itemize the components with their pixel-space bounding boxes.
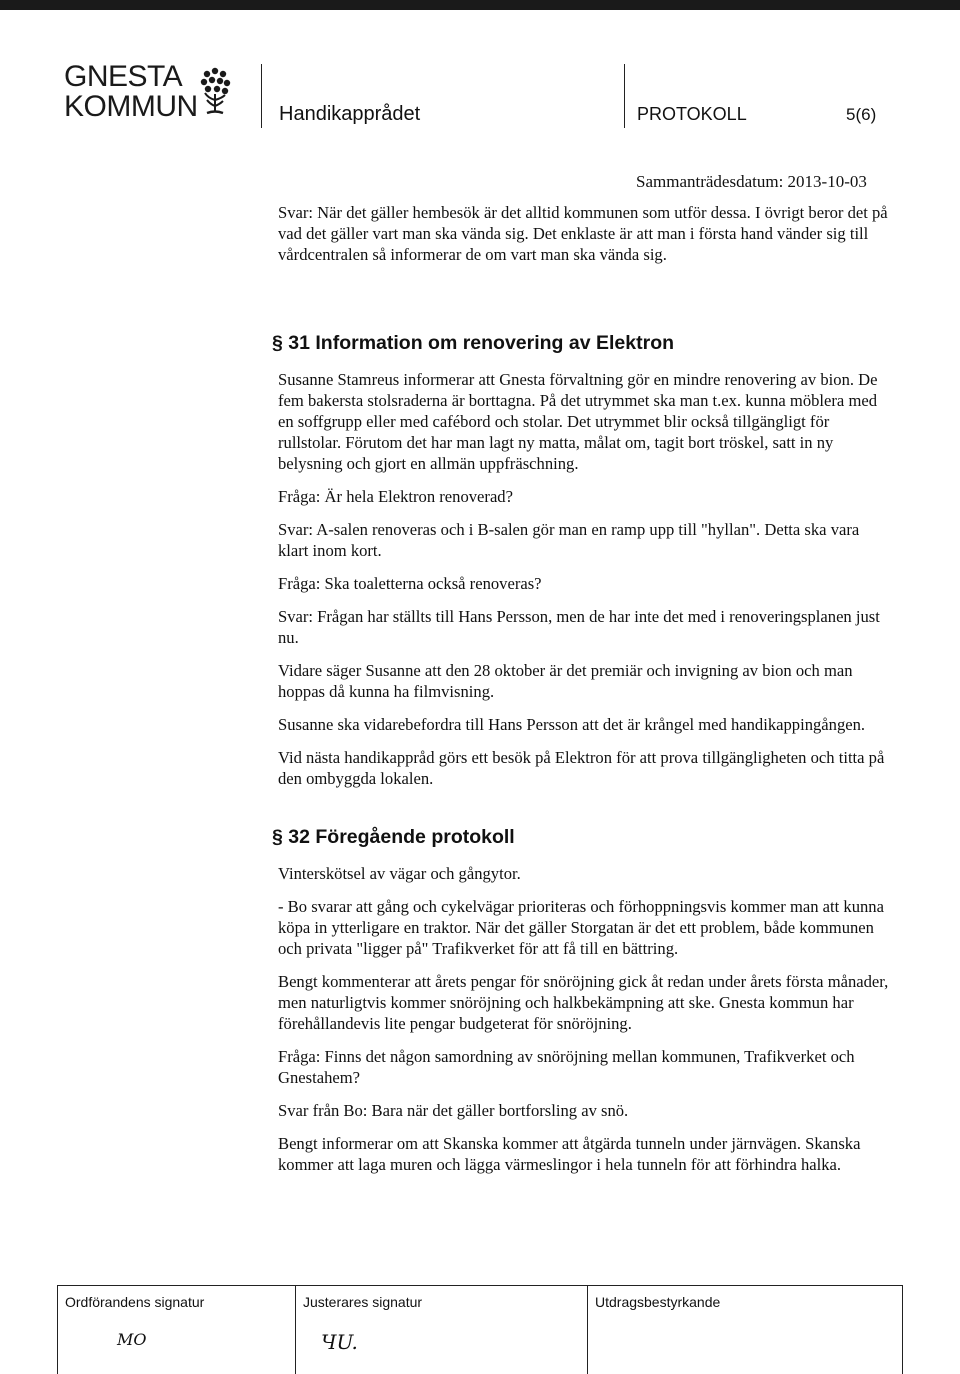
section-32-paragraph: - Bo svarar att gång och cykelvägar prioriteras och förhoppningsvis kommer man att kunna köpa in ytterligare en traktor. När det gäller Storgatan är det ett problem, både kommunen och privata "ligger på" Trafikverket för att få till en bättring. <box>278 897 884 958</box>
header-separator-2 <box>624 64 625 128</box>
chair-signature-cell <box>57 1286 295 1374</box>
section-32-paragraph: Fråga: Finns det någon samordning av snöröjning mellan kommunen, Trafikverket och Gnestahem? <box>278 1047 855 1087</box>
adjuster-signature-cell <box>295 1286 587 1374</box>
municipality-logo <box>64 62 264 142</box>
signature-table <box>57 1285 903 1374</box>
section-31-paragraph: Svar: A-salen renoveras och i B-salen gör man en ramp upp till "hyllan". Detta ska vara klart inom kort. <box>278 520 860 560</box>
section-31-paragraph: Svar: Frågan har ställts till Hans Persson, men de har inte det med i renoveringsplanen just nu. <box>278 607 880 647</box>
certified-cell <box>587 1286 903 1374</box>
top-border <box>0 0 960 10</box>
section-32-paragraph: Bengt kommenterar att årets pengar för snöröjning gick åt redan under årets första månader, men naturligtvis kommer snöröjning och halkbekämpning att ske. Gnesta kommun har förehållandevis lite pengar budgeterat för snöröjning. <box>278 972 889 1033</box>
section-31-paragraph: Vidare säger Susanne att den 28 oktober är det premiär och invigning av bion och man hoppas då kunna ha filmvisning. <box>278 661 853 701</box>
chair-initials: MO <box>117 1330 147 1349</box>
intro-paragraph: Svar: När det gäller hembesök är det alltid kommunen som utför dessa. I övrigt beror det på vad det gäller vart man ska vända sig. Det enklaste är att man i första hand vänder sig till vårdcentralen så informerar de om vart man ska vända sig. <box>278 203 888 264</box>
section-31-paragraph: Fråga: Ska toaletterna också renoveras? <box>278 574 542 593</box>
signature-divider <box>902 1286 903 1374</box>
tree-logo-icon <box>198 66 232 118</box>
section-31-paragraph: Vid nästa handikappråd görs ett besök på Elektron för att prova tillgängligheten och titta på den ombyggda lokalen. <box>278 748 885 788</box>
section-31-heading: § 31 Information om renovering av Elektron <box>272 332 675 354</box>
section-31-paragraph: Susanne ska vidarebefordra till Hans Persson att det är krångel med handikappingången. <box>278 715 866 734</box>
logo-text-line1: GNESTA <box>64 60 183 93</box>
section-32-heading: § 32 Föregående protokoll <box>272 826 515 848</box>
section-32-paragraph: Svar från Bo: Bara när det gäller bortforsling av snö. <box>278 1101 629 1120</box>
section-32-paragraph: Vinterskötsel av vägar och gångytor. <box>278 864 521 883</box>
meeting-date: Sammanträdesdatum: 2013-10-03 <box>636 172 867 191</box>
header-separator-1 <box>261 64 262 128</box>
adjuster-initials: ЧU. <box>321 1330 358 1354</box>
adjuster-signature-label: Justerares signatur <box>303 1294 423 1310</box>
section-31-paragraph: Susanne Stamreus informerar att Gnesta förvaltning gör en mindre renovering av bion. De fem bakersta stolsraderna är borttagna. På det utrymmet ska man t.ex. kunna möblera med en soffgrupp eller med cafébord och stolar. Det utrymmet blir också tillgängligt för rullstolar. Förutom det har man lagt ny matta, målat om, tagit bort tröskel, satt in ny belysning och gjort en allmän uppfräschning. <box>278 370 878 473</box>
section-31-paragraph: Fråga: Är hela Elektron renoverad? <box>278 487 513 506</box>
document-type: PROTOKOLL <box>637 104 747 124</box>
department-name: Handikapprådet <box>279 103 421 125</box>
page-number: 5(6) <box>846 105 877 124</box>
chair-signature-label: Ordförandens signatur <box>65 1294 205 1310</box>
certified-label: Utdragsbestyrkande <box>595 1294 721 1310</box>
logo-text-line2: KOMMUN <box>64 90 198 123</box>
section-32-paragraph: Bengt informerar om att Skanska kommer att åtgärda tunneln under järnvägen. Skanska kommer att laga muren och lägga värmeslingor i hela tunneln för att förhindra halka. <box>278 1134 861 1174</box>
document-body <box>272 202 890 1187</box>
